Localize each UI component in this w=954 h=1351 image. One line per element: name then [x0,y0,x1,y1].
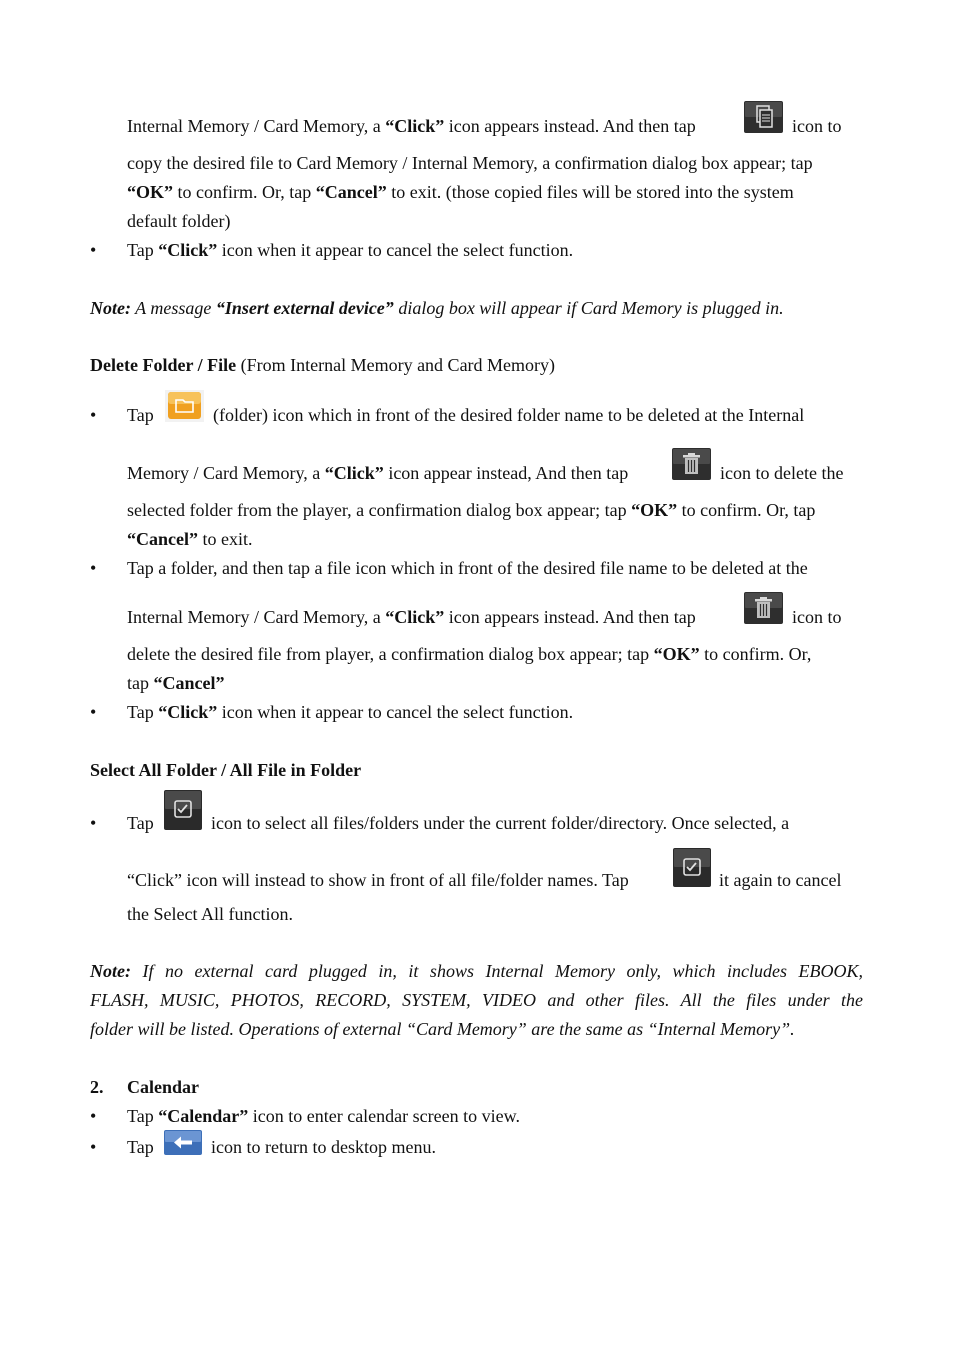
delete-b1-line-2: Memory / Card Memory, a “Click” icon appear instead, And then tap [127,463,629,483]
folder-icon [165,390,204,422]
copy-text-line-1: Internal Memory / Card Memory, a “Click” icon appears instead. And then tap [127,116,696,136]
select-b1-line-2-end: it again to cancel [719,870,842,890]
delete-b2-line-2: Internal Memory / Card Memory, a “Click” icon appears instead. And then tap [127,607,696,627]
delete-b2-line-4: tap “Cancel” [127,673,225,693]
back-arrow-icon [164,1130,202,1155]
trash-icon [672,448,711,480]
note-internal-memory-line-3: folder will be listed. Operations of external “Card Memory” are the same as “Internal Memory”. [90,1019,795,1039]
select-b1-line-3: the Select All function. [127,904,293,924]
select-section-heading: Select All Folder / All File in Folder [90,760,362,780]
trash-icon [744,592,783,624]
select-all-icon [164,790,202,830]
delete-b1-line-2-end: icon to delete the [720,463,844,483]
delete-b1-line-4: “Cancel” to exit. [127,529,253,549]
note-insert-device: Note: A message “Insert external device” dialog box will appear if Card Memory is plugged in. [90,298,784,318]
select-b1-tap: Tap [127,813,154,833]
bullet: • [90,405,97,425]
bullet: • [90,1137,97,1157]
copy-text-line-4: default folder) [127,211,231,231]
calendar-b2-tap: Tap [127,1137,154,1157]
calendar-number: 2. [90,1077,104,1097]
calendar-b1: Tap “Calendar” icon to enter calendar screen to view. [127,1106,520,1126]
copy-text-line-3: “OK” to confirm. Or, tap “Cancel” to exit. (those copied files will be stored into the system [127,182,794,202]
delete-b1-tap: Tap [127,405,154,425]
bullet: • [90,240,97,260]
copy-text-line-1-end: icon to [792,116,842,136]
select-b1-line-2: “Click” icon will instead to show in front of all file/folder names. Tap [127,870,629,890]
delete-b1-line-1: (folder) icon which in front of the desired folder name to be deleted at the Internal [213,405,805,425]
delete-section-heading: Delete Folder / File (From Internal Memory and Card Memory) [90,355,556,375]
delete-b3: Tap “Click” icon when it appear to cancel the select function. [127,702,574,722]
cancel-select-bullet: Tap “Click” icon when it appear to cancel the select function. [127,240,574,260]
note-internal-memory-line-1: Note: If no external card plugged in, it shows Internal Memory only, which includes EBOOK, [90,961,864,981]
select-b1-line-1: icon to select all files/folders under the current folder/directory. Once selected, a [211,813,790,833]
calendar-heading: Calendar [127,1077,199,1097]
delete-b1-line-3: selected folder from the player, a confirmation dialog box appear; tap “OK” to confirm. Or, tap [127,500,816,520]
delete-b2-line-3: delete the desired file from player, a confirmation dialog box appear; tap “OK” to confirm. Or, [127,644,812,664]
select-all-icon [673,848,711,887]
delete-b2-line-1: Tap a folder, and then tap a file icon which in front of the desired file name to be deleted at the [127,558,808,578]
calendar-b2-text: icon to return to desktop menu. [211,1137,436,1157]
bullet: • [90,558,97,578]
copy-icon [744,101,783,133]
bullet: • [90,702,97,722]
note-internal-memory-line-2: FLASH, MUSIC, PHOTOS, RECORD, SYSTEM, VIDEO and other files. All the files under the [90,990,863,1010]
copy-text-line-2: copy the desired file to Card Memory / Internal Memory, a confirmation dialog box appear; tap [127,153,813,173]
delete-b2-line-2-end: icon to [792,607,842,627]
bullet: • [90,813,97,833]
bullet: • [90,1106,97,1126]
